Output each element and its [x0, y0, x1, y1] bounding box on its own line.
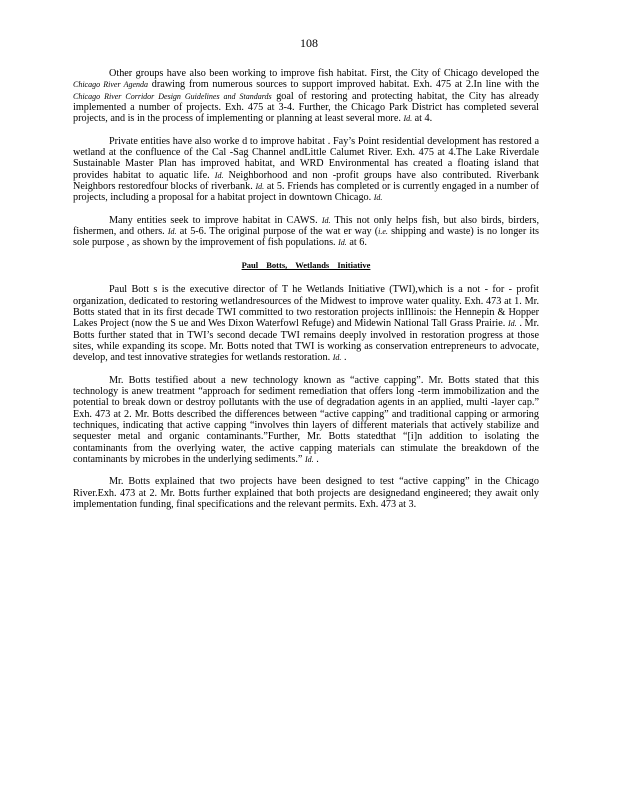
paragraph-many-entities: Many entities seek to improve habitat in CAWS. Id. This not only helps fish, but also birds, birders, fishermen, and others. Id. at 5-6. The original purpose of the wat er way (i.e. shipping and waste) is no longer its sole purpose , as shown by the improvement of fish populations. Id. at 6.: [73, 214, 539, 249]
page-number: 108: [300, 36, 318, 50]
paragraph-private-entities: Private entities have also worke d to improve habitat . Fay’s Point residential development has restored a wetland at the confluence of the Cal -Sag Channel andLittle Calumet River. Exh. 475 at 4.The Lake Riverdale Sustainable Master Plan has improved habitat, and WRD Environmental has created a floating island that provides habitat to aquatic life. Id. Neighborhood and non -profit groups have also contributed. Riverbank Neighbors restoredfour blocks of riverbank. Id. at 5. Friends has completed or is currently engaged in a number of projects, including a proposal for a habitat project in downtown Chicago. Id.: [73, 135, 539, 204]
citation-italic: Id.: [255, 181, 265, 191]
citation-italic: Id.: [507, 319, 517, 329]
paragraph-botts-intro: Paul Bott s is the executive director of T he Wetlands Initiative (TWI),which is a not - for - profit organization, dedicated to restoring wetlandresources of the Midwest to improve water quality. Exh. 473 at 1. Mr. Botts stated that in its first decade TWI committed to two restoration projects inIllinois: the Hennepin & Hopper Lakes Project (now the S ue and Wes Dixon Waterfowl Refuge) and Midewin National Tall Grass Prairie. Id. . Mr. Botts further stated that in TWI’s second decade TWI remains deeply involved in restoration progress at those sites, while expanding its scope. Mr. Botts noted that TWI is working as conservation entrepreneurs to advocate, develop, and test innovative strategies for wetlands restoration. Id. .: [73, 284, 539, 364]
citation-italic: Id.: [373, 193, 383, 203]
body-text: [73, 68, 539, 522]
citation-italic: i.e.: [378, 227, 388, 237]
citation-italic: Id.: [167, 227, 177, 237]
citation-italic: Chicago River Corridor Design Guidelines and Standards: [73, 91, 272, 101]
citation-italic: Id.: [321, 215, 331, 225]
citation-italic: Id.: [338, 238, 347, 248]
citation-italic: Id.: [214, 170, 224, 180]
paragraph-city-of-chicago: Other groups have also been working to improve fish habitat. First, the City of Chicago developed the Chicago River Agenda drawing from numerous sources to support improved habitat. Exh. 475 at 2.In line with the Chicago River Corridor Design Guidelines and Standards goal of restoring and protecting habitat, the City has already implemented a number of projects. Exh. 475 at 3-4. Further, the Chicago Park District has completed several projects, and is in the process of implementing or planning at least several more. Id. at 4.: [73, 68, 540, 125]
citation-italic: Chicago River Agenda: [73, 80, 149, 90]
citation-italic: Id.: [332, 353, 342, 363]
citation-italic: Id.: [305, 454, 314, 464]
citation-italic: Id.: [403, 114, 413, 124]
section-heading: Paul Botts, Wetlands Initiative: [241, 260, 371, 271]
paragraph-two-projects: Mr. Botts explained that two projects have been designed to test “active capping” in the Chicago River.Exh. 473 at 2. Mr. Botts further explained that both projects are designedand engineered; they await only implementation funding, final specifications and the relevant permits. Exh. 473 at 3.: [73, 476, 539, 510]
paragraph-active-capping: Mr. Botts testified about a new technology known as “active capping”. Mr. Botts stated that this technology is anew treatment “approach for sediment remediation that offers long -term immobilization and the potential to break down or destroy pollutants with the use of degradation agents in an applied, multi -layer cap.” Exh. 473 at 2. Mr. Botts described the differences between “active capping” and traditional capping or armoring techniques, indicating that active capping “involves thin layers of different materials that actively stabilize and sequester metal and organic contaminants.”Further, Mr. Botts statedthat “[i]n addition to isolating the contaminants from the overlying water, the active capping materials can stimulate the breakdown of the contaminants by microbes in the underlying sediments.” Id. .: [73, 374, 539, 465]
